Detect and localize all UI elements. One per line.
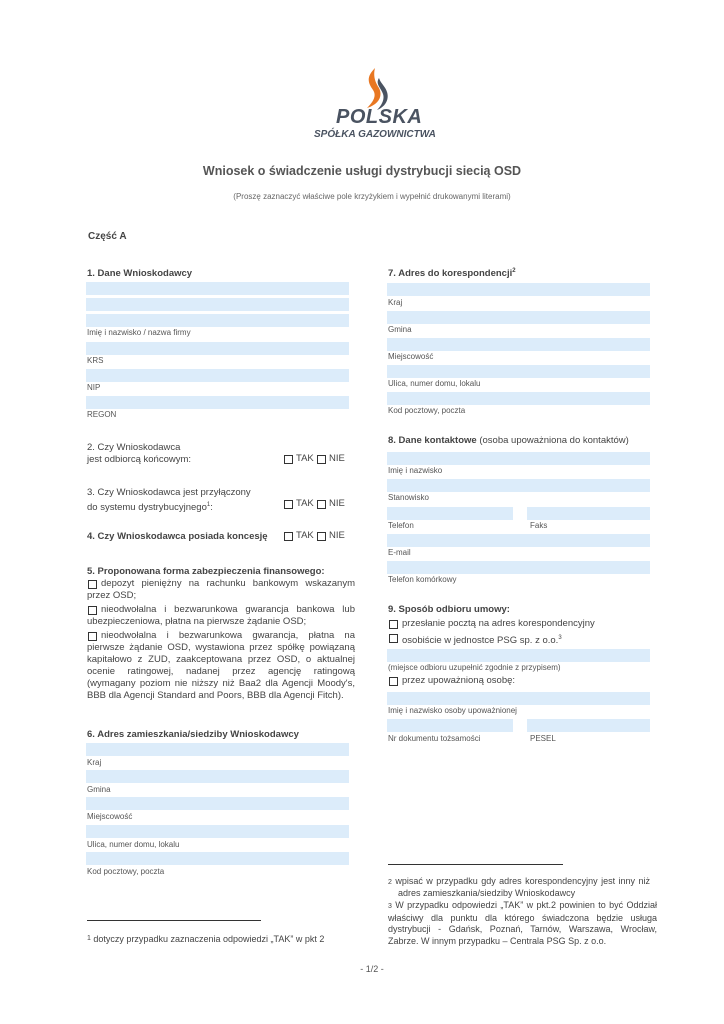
contact-mobile-field[interactable]: [387, 561, 650, 574]
applicant-name-field-1[interactable]: [86, 282, 349, 295]
footnote-divider-right: [388, 864, 563, 865]
footnote-3: [388, 900, 657, 947]
section-8-title: 8. Dane kontaktowe: [388, 435, 477, 446]
address-country-field[interactable]: [86, 743, 349, 756]
q2-no-checkbox[interactable]: [317, 455, 326, 464]
corr-postal-field[interactable]: [387, 392, 650, 405]
deposit-option-text: depozyt pieniężny na rachunku bankowym wskazanym przez OSD;: [87, 578, 355, 601]
address-commune-label: Gmina: [87, 785, 111, 794]
contact-email-field[interactable]: [387, 534, 650, 547]
section-7-heading: [388, 268, 516, 279]
mail-delivery-label: przesłanie pocztą na adres korespondencyjny: [402, 618, 595, 629]
krs-field[interactable]: [86, 342, 349, 355]
contact-name-label: Imię i nazwisko: [388, 466, 443, 475]
corr-country-field[interactable]: [387, 283, 650, 296]
q3-no-checkbox[interactable]: [317, 500, 326, 509]
q3-yes-label: TAK: [296, 498, 314, 509]
contact-phone-label: Telefon: [388, 521, 414, 530]
contact-position-label: Stanowisko: [388, 493, 429, 502]
footnote-1-text: dotyczy przypadku zaznaczenia odpowiedzi „TAK” w pkt 2: [93, 934, 325, 944]
contact-position-field[interactable]: [387, 479, 650, 492]
contact-fax-field[interactable]: [527, 507, 650, 520]
corr-country-label: Kraj: [388, 298, 403, 307]
regon-field[interactable]: [86, 396, 349, 409]
nip-label: NIP: [87, 383, 101, 392]
logo-title: POLSKA: [336, 106, 423, 128]
corr-street-field[interactable]: [387, 365, 650, 378]
q4-yes-checkbox[interactable]: [284, 532, 293, 541]
contact-fax-label: Faks: [530, 521, 548, 530]
q3-no-label: NIE: [329, 498, 345, 509]
contact-mobile-label: Telefon komórkowy: [388, 575, 457, 584]
question-3-line-1: 3. Czy Wnioskodawca jest przyłączony: [87, 487, 251, 498]
regon-label: REGON: [87, 410, 117, 419]
question-3: [87, 487, 251, 514]
footnote-ref-1: 1: [206, 502, 211, 508]
company-logo: [300, 62, 450, 142]
q4-yes-label: TAK: [296, 530, 314, 541]
personal-pickup-label: osobiście w jednostce PSG sp. z o.o.: [402, 635, 559, 647]
authorized-name-label: Imię i nazwisko osoby upoważnionej: [388, 706, 517, 715]
footnote-2: [388, 876, 650, 899]
authorized-name-field[interactable]: [387, 692, 650, 705]
contact-email-label: E-mail: [388, 548, 411, 557]
bank-guarantee-option-text: nieodwołalna i bezwarunkowa gwarancja bankowa lub ubezpieczeniowa, płatna na pierwsze żądanie OSD;: [87, 604, 355, 627]
question-2-line-1: 2. Czy Wnioskodawca: [87, 442, 181, 453]
footnote-1: [87, 933, 324, 945]
q2-yes-label: TAK: [296, 453, 314, 464]
footnote-1-number: 1: [87, 935, 91, 942]
corr-street-label: Ulica, numer domu, lokalu: [388, 379, 481, 388]
nip-field[interactable]: [86, 369, 349, 382]
address-street-label: Ulica, numer domu, lokalu: [87, 840, 180, 849]
q4-no-checkbox[interactable]: [317, 532, 326, 541]
footnote-3-text: W przypadku odpowiedzi „TAK” w pkt.2 powinien to być Oddział właściwy dla punktu dla którego świadczona będzie usługa dystrybucji - Gdańsk, Poznań, Tarnów, Warszawa, Wrocław, Zabrze. W innym przypadku – Centrala PSG Sp. z o.o.: [388, 900, 657, 946]
corr-commune-label: Gmina: [388, 325, 412, 334]
authorized-person-checkbox[interactable]: [389, 677, 398, 686]
question-2: [87, 442, 191, 466]
section-8-heading: [388, 435, 629, 447]
authorized-person-label: przez upoważnioną osobę:: [402, 675, 516, 686]
section-9-heading: 9. Sposób odbioru umowy:: [388, 604, 510, 615]
part-label: Część A: [88, 231, 127, 242]
section-7-title: 7. Adres do korespondencji: [388, 268, 513, 280]
corr-city-field[interactable]: [387, 338, 650, 351]
q3-yes-checkbox[interactable]: [284, 500, 293, 509]
applicant-name-field-3[interactable]: [86, 314, 349, 327]
corr-postal-label: Kod pocztowy, poczta: [388, 406, 466, 415]
corr-commune-field[interactable]: [387, 311, 650, 324]
address-country-label: Kraj: [87, 758, 102, 767]
footnote-3-number: 3: [388, 903, 392, 910]
pesel-field[interactable]: [527, 719, 650, 732]
q2-no-label: NIE: [329, 453, 345, 464]
address-commune-field[interactable]: [86, 770, 349, 783]
address-street-field[interactable]: [86, 825, 349, 838]
section-5-heading: 5. Proponowana forma zabezpieczenia finansowego:: [87, 566, 325, 577]
logo-subtitle: SPÓŁKA GAZOWNICTWA: [314, 129, 436, 140]
form-subtitle: (Proszę zaznaczyć właściwe pole krzyżykiem i wypełnić drukowanymi literami): [233, 192, 511, 201]
address-postal-field[interactable]: [86, 852, 349, 865]
contact-phone-field[interactable]: [387, 507, 513, 520]
address-postal-label: Kod pocztowy, poczta: [87, 867, 165, 876]
bank-guarantee-option: [87, 604, 355, 628]
q2-yes-checkbox[interactable]: [284, 455, 293, 464]
footnote-ref-3: 3: [558, 635, 562, 641]
id-document-label: Nr dokumentu tożsamości: [388, 734, 481, 743]
mail-delivery-checkbox[interactable]: [389, 620, 398, 629]
q4-no-label: NIE: [329, 530, 345, 541]
footnote-ref-2: 2: [512, 268, 516, 274]
footnote-2-text: wpisać w przypadku gdy adres korespondencyjny jest inny niż adres zamieszkania/siedziby Wnioskodawcy: [395, 876, 650, 898]
footnote-2-number: 2: [388, 879, 392, 886]
address-city-label: Miejscowość: [87, 812, 133, 821]
address-city-field[interactable]: [86, 797, 349, 810]
section-8-note: (osoba upoważniona do kontaktów): [476, 435, 629, 446]
pesel-label: PESEL: [530, 734, 556, 743]
question-2-line-2: jest odbiorcą końcowym:: [87, 454, 192, 465]
personal-pickup-option: [402, 632, 562, 647]
krs-label: KRS: [87, 356, 104, 365]
footnote-divider-left: [87, 920, 261, 921]
applicant-name-field-2[interactable]: [86, 298, 349, 311]
id-document-field[interactable]: [387, 719, 513, 732]
question-4: 4. Czy Wnioskodawca posiada koncesję: [87, 531, 268, 542]
personal-pickup-checkbox[interactable]: [389, 634, 398, 643]
section-1-heading: 1. Dane Wnioskodawcy: [87, 268, 193, 279]
corr-city-label: Miejscowość: [388, 352, 434, 361]
pickup-place-field[interactable]: [387, 649, 650, 662]
contact-name-field[interactable]: [387, 452, 650, 465]
deposit-option: [87, 578, 355, 602]
section-6-heading: 6. Adres zamieszkania/siedziby Wnioskodawcy: [87, 729, 299, 740]
form-title: Wniosek o świadczenie usługi dystrybucji siecią OSD: [202, 164, 522, 178]
applicant-name-label: Imię i nazwisko / nazwa firmy: [87, 328, 191, 337]
related-guarantee-option: [87, 630, 355, 702]
pickup-place-note: (miejsce odbioru uzupełnić zgodnie z przypisem): [388, 663, 561, 672]
question-3-line-2: do systemu dystrybucyjnego: [87, 502, 207, 514]
page-number: - 1/2 -: [360, 964, 384, 974]
question-3-colon: :: [210, 502, 213, 514]
related-guarantee-option-text: nieodwołalna i bezwarunkowa gwarancja, płatna na pierwsze żądanie OSD, wystawiona przez spółkę powiązaną kapitałowo z ZUD, zaakceptowana przez OSD, o aktualnej ocenie ratingowej, nadanej przez agencję ratingową (wymagany poziom nie niższy niż Baa2 dla Agencji Moody's, BBB dla Agencji Standard and Poors, BBB dla Agencji Fitch).: [87, 630, 355, 701]
